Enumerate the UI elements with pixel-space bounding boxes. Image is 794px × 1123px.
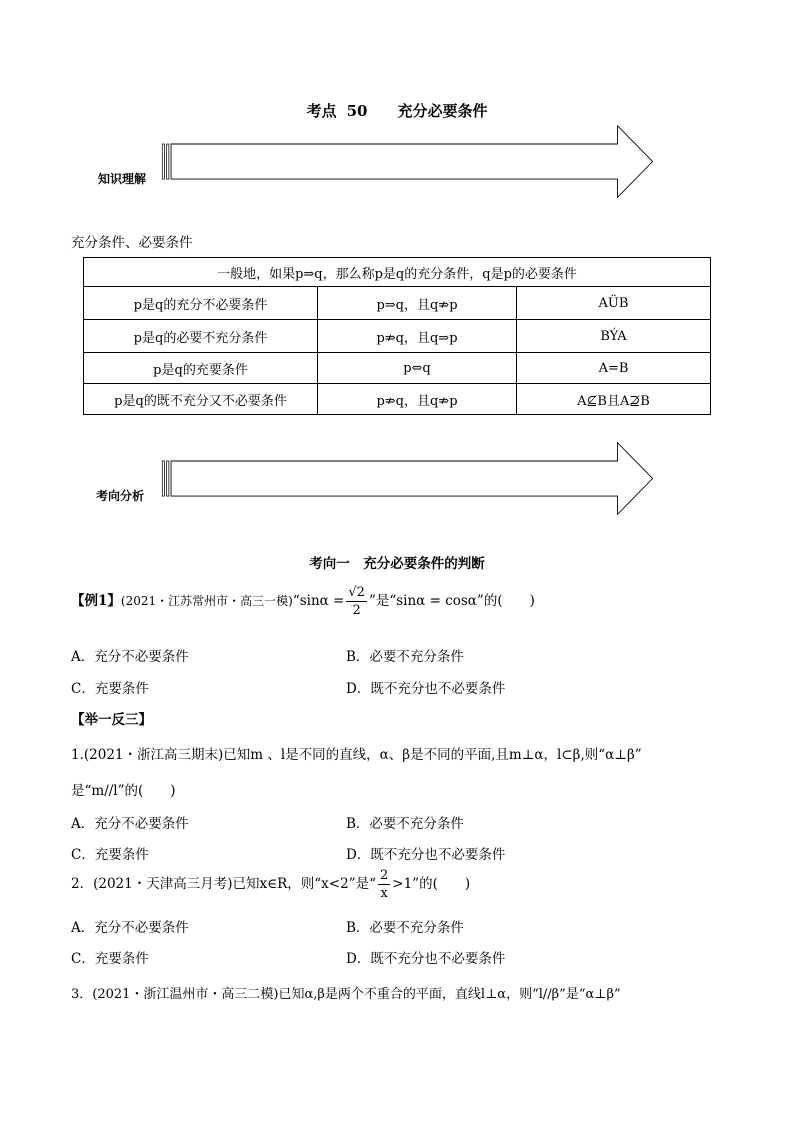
example-text-before: “sinα = xyxy=(292,593,345,609)
table-cell: p⇏q，且q⇏p xyxy=(318,384,517,415)
option-c: C．充要条件 xyxy=(71,951,149,967)
table-row xyxy=(84,353,711,384)
title-number: 50 xyxy=(346,102,368,120)
question-1-line-1: 1.(2021・浙江高三期末)已知m 、l是不同的直线，α、β是不同的平面,且m⊥α，l⊂β,则“α⊥β” xyxy=(71,747,642,763)
option-b: B．必要不充分条件 xyxy=(346,816,464,832)
option-a: A．充分不必要条件 xyxy=(71,816,189,832)
option-c: C．充要条件 xyxy=(71,681,149,697)
fraction xyxy=(346,586,367,617)
title-prefix: 考点 xyxy=(306,102,337,120)
question-3-line-1: 3．(2021・浙江温州市・高三二模)已知α,β是两个不重合的平面，直线l⊥α，则“l//β”是“α⊥β” xyxy=(71,987,621,1002)
fraction-numerator: √2 xyxy=(348,585,365,600)
fraction xyxy=(378,869,390,900)
option-a: A．充分不必要条件 xyxy=(71,649,189,665)
option-d: D．既不充分也不必要条件 xyxy=(346,847,506,863)
example-text-after: ”是“sinα = cosα”的( ) xyxy=(368,593,535,609)
table-cell: p是q的充要条件 xyxy=(84,353,318,384)
option-a: A．充分不必要条件 xyxy=(71,920,189,936)
option-c: C．充要条件 xyxy=(71,847,149,863)
option-d: D．既不充分也不必要条件 xyxy=(346,681,506,697)
option-d: D．既不充分也不必要条件 xyxy=(346,951,506,967)
table-row xyxy=(84,287,711,320)
table-cell: p⇔q xyxy=(318,353,517,384)
question-2 xyxy=(71,869,470,900)
table-header-cell: 一般地，如果p⇒q，那么称p是q的充分条件，q是p的必要条件 xyxy=(84,258,711,287)
table-cell: p是q的既不充分又不必要条件 xyxy=(84,384,318,415)
question-2-text-before: 2．(2021・天津高三月考)已知x∈R，则“x<2”是“ xyxy=(71,876,376,892)
fraction-denominator: x xyxy=(380,886,388,901)
table-cell: p⇒q，且q⇏p xyxy=(318,287,517,320)
title-text: 充分必要条件 xyxy=(397,102,488,120)
conditions-table xyxy=(83,257,711,415)
banner-label-1: 知识理解 xyxy=(98,172,147,186)
table-cell: p是q的必要不充分条件 xyxy=(84,320,318,353)
table-cell: AÜB xyxy=(517,287,711,320)
fraction-numerator: 2 xyxy=(379,868,389,883)
question-2-text-after: >1”的( ) xyxy=(392,876,471,892)
option-b: B．必要不充分条件 xyxy=(346,920,464,936)
table-cell: A⊈B且A⊉B xyxy=(517,384,711,415)
example-1-question xyxy=(71,586,535,617)
section-heading-2: 考向一 充分必要条件的判断 xyxy=(309,556,485,572)
table-cell: A=B xyxy=(517,353,711,384)
table-cell: p⇏q，且q⇒p xyxy=(318,320,517,353)
table-row xyxy=(84,384,711,415)
example-source: (2021・江苏常州市・高三一模) xyxy=(120,594,293,608)
banner-arrow-2 xyxy=(70,442,750,518)
practice-heading: 【举一反三】 xyxy=(71,712,152,728)
table-row xyxy=(84,320,711,353)
option-b: B．必要不充分条件 xyxy=(346,649,464,665)
banner-label-2: 考向分析 xyxy=(96,489,145,503)
section-heading: 充分条件、必要条件 xyxy=(71,235,193,251)
table-cell: p是q的充分不必要条件 xyxy=(84,287,318,320)
example-label: 【例1】 xyxy=(71,593,121,609)
page-title xyxy=(0,100,794,121)
question-1-line-2: 是“m//l”的( ) xyxy=(71,783,176,799)
fraction-denominator: 2 xyxy=(352,603,361,618)
banner-arrow-1 xyxy=(70,125,750,201)
table-cell: BÝA xyxy=(517,320,711,353)
table-header-row xyxy=(84,258,711,287)
